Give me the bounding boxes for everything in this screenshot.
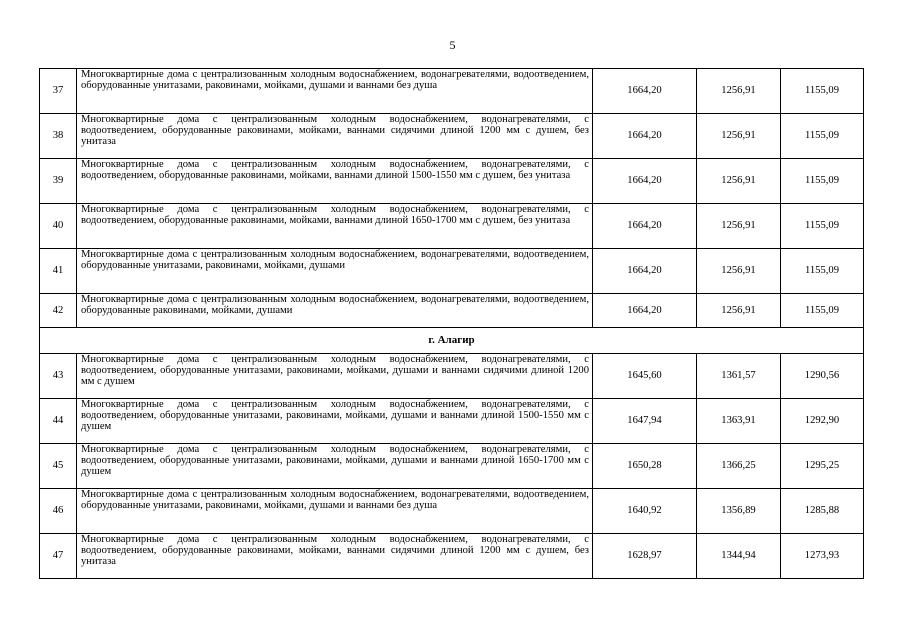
value-col-2: 1356,89 [697, 489, 781, 534]
table-row [40, 534, 864, 579]
value-col-2: 1256,91 [697, 249, 781, 294]
row-description: Многоквартирные дома с централизованным холодным водоснабжением, водонагревателями, водоотведением, оборудованные раковинами, мойками, душами [77, 294, 593, 328]
value-col-3: 1285,88 [781, 489, 864, 534]
value-col-3: 1155,09 [781, 249, 864, 294]
value-col-2: 1256,91 [697, 159, 781, 204]
row-description: Многоквартирные дома с централизованным холодным водоснабжением, водонагревателями, с водоотведением, оборудованные раковинами, мойками, ваннами сидячими длиной 1200 мм с душем, без унитаза [77, 114, 593, 159]
value-col-2: 1256,91 [697, 294, 781, 328]
value-col-1: 1664,20 [593, 69, 697, 114]
value-col-3: 1292,90 [781, 399, 864, 444]
value-col-3: 1155,09 [781, 159, 864, 204]
table-row [40, 204, 864, 249]
table-row [40, 114, 864, 159]
value-col-1: 1664,20 [593, 204, 697, 249]
table-row [40, 294, 864, 328]
value-col-2: 1256,91 [697, 69, 781, 114]
row-number: 46 [40, 489, 77, 534]
value-col-2: 1344,94 [697, 534, 781, 579]
row-number: 47 [40, 534, 77, 579]
value-col-1: 1650,28 [593, 444, 697, 489]
table-row [40, 69, 864, 114]
row-number: 37 [40, 69, 77, 114]
row-number: 38 [40, 114, 77, 159]
value-col-3: 1155,09 [781, 114, 864, 159]
value-col-3: 1295,25 [781, 444, 864, 489]
row-description: Многоквартирные дома с централизованным холодным водоснабжением, водонагревателями, водоотведением, оборудованные унитазами, раковинами, мойками, душами и ваннами без душа [77, 489, 593, 534]
value-col-1: 1645,60 [593, 354, 697, 399]
row-number: 44 [40, 399, 77, 444]
value-col-1: 1664,20 [593, 159, 697, 204]
value-col-3: 1155,09 [781, 204, 864, 249]
value-col-3: 1155,09 [781, 69, 864, 114]
table-row [40, 444, 864, 489]
value-col-2: 1366,25 [697, 444, 781, 489]
page-number: 5 [449, 38, 456, 52]
row-number: 39 [40, 159, 77, 204]
table-row [40, 159, 864, 204]
table-row [40, 489, 864, 534]
value-col-3: 1155,09 [781, 294, 864, 328]
row-description: Многоквартирные дома с централизованным холодным водоснабжением, водонагревателями, водоотведением, оборудованные унитазами, раковинами, мойками, душами и ваннами без душа [77, 69, 593, 114]
row-number: 43 [40, 354, 77, 399]
row-number: 45 [40, 444, 77, 489]
row-description: Многоквартирные дома с централизованным холодным водоснабжением, водонагревателями, с водоотведением, оборудованные раковинами, мойками, ваннами длиной 1650-1700 мм с душем, без унитаза [77, 204, 593, 249]
value-col-1: 1628,97 [593, 534, 697, 579]
value-col-2: 1256,91 [697, 114, 781, 159]
row-description: Многоквартирные дома с централизованным холодным водоснабжением, водонагревателями, с водоотведением, оборудованные унитазами, раковинами, мойками, душами и ваннами длиной 1650-1700 мм с душем [77, 444, 593, 489]
table-row [40, 354, 864, 399]
value-col-1: 1640,92 [593, 489, 697, 534]
row-description: Многоквартирные дома с централизованным холодным водоснабжением, водонагревателями, с водоотведением, оборудованные унитазами, раковинами, мойками, душами и ваннами длиной 1500-1550 мм с душем [77, 399, 593, 444]
tariff-table [39, 68, 864, 579]
row-description: Многоквартирные дома с централизованным холодным водоснабжением, водонагревателями, с водоотведением, оборудованные раковинами, мойками, ваннами длиной 1500-1550 мм с душем, без унитаза [77, 159, 593, 204]
row-description: Многоквартирные дома с централизованным холодным водоснабжением, водонагревателями, с водоотведением, оборудованные раковинами, мойками, ваннами сидячими длиной 1200 мм с душем, без унитаза [77, 534, 593, 579]
value-col-2: 1363,91 [697, 399, 781, 444]
value-col-2: 1361,57 [697, 354, 781, 399]
row-number: 42 [40, 294, 77, 328]
value-col-1: 1664,20 [593, 114, 697, 159]
value-col-1: 1664,20 [593, 249, 697, 294]
table-row [40, 249, 864, 294]
value-col-3: 1290,56 [781, 354, 864, 399]
row-number: 40 [40, 204, 77, 249]
value-col-3: 1273,93 [781, 534, 864, 579]
section-title: г. Алагир [40, 328, 864, 354]
row-number: 41 [40, 249, 77, 294]
section-header-row [40, 328, 864, 354]
value-col-2: 1256,91 [697, 204, 781, 249]
row-description: Многоквартирные дома с централизованным холодным водоснабжением, водонагревателями, с водоотведением, оборудованные унитазами, раковинами, мойками, душами и ваннами сидячими длиной 1200 мм с душем [77, 354, 593, 399]
row-description: Многоквартирные дома с централизованным холодным водоснабжением, водонагревателями, водоотведением, оборудованные унитазами, раковинами, мойками, душами [77, 249, 593, 294]
value-col-1: 1647,94 [593, 399, 697, 444]
value-col-1: 1664,20 [593, 294, 697, 328]
table-row [40, 399, 864, 444]
